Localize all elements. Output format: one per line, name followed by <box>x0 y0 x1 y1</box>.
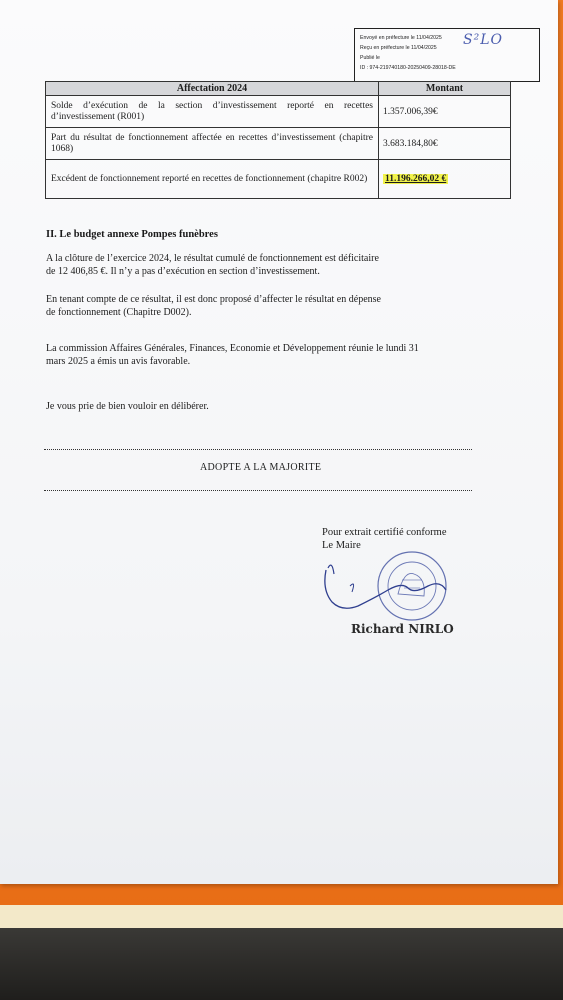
table-row <box>46 160 511 199</box>
paragraph-deliberate: Je vous prie de bien vouloir en délibérer. <box>46 401 209 412</box>
certification-line: Pour extrait certifié conforme <box>322 527 447 538</box>
stamp-id: ID : 974-219740180-20250409-28018-DE <box>360 65 456 71</box>
row-amount-highlighted <box>379 160 511 199</box>
table-row <box>46 96 511 128</box>
row-amount: 1.357.006,39€ <box>379 96 511 128</box>
stamp-received: Reçu en préfecture le 11/04/2025 <box>360 45 437 51</box>
stamp-published: Publié le <box>360 55 380 61</box>
dark-background <box>0 928 563 1000</box>
table-header-allocation: Affectation 2024 <box>46 82 379 96</box>
folder-lower-sheet <box>0 905 563 930</box>
row-label: Solde d’exécution de la section d’investissement reporté en recettes d’investissement (R001) <box>46 96 379 128</box>
paragraph-line: En tenant compte de ce résultat, il est donc proposé d’affecter le résultat en dépense <box>46 294 381 305</box>
paragraph-closing <box>46 252 476 278</box>
handwritten-signature <box>325 570 446 608</box>
section-title: II. Le budget annexe Pompes funèbres <box>46 229 218 240</box>
paragraph-proposal <box>46 293 476 319</box>
highlighted-amount: 11.196.266,02 € <box>385 174 447 184</box>
stamp-handwritten-mark: S²LO <box>463 32 503 48</box>
paragraph-line: A la clôture de l’exercice 2024, le résultat cumulé de fonctionnement est déficitaire <box>46 253 379 264</box>
mayor-name: Richard NIRLO <box>351 622 454 636</box>
allocation-table <box>45 81 511 199</box>
paragraph-line: de 12 406,85 €. Il n’y a pas d’exécution en section d’investissement. <box>46 266 320 277</box>
paragraph-line: de fonctionnement (Chapitre D002). <box>46 307 192 318</box>
official-seal-icon <box>378 552 446 620</box>
paragraph-commission <box>46 342 476 368</box>
stamp-sent: Envoyé en préfecture le 11/04/2025 <box>360 35 442 41</box>
row-amount: 3.683.184,80€ <box>379 128 511 160</box>
dotted-divider <box>44 449 472 450</box>
decision-text: ADOPTE A LA MAJORITE <box>200 462 322 473</box>
dotted-divider <box>44 490 472 491</box>
row-label: Part du résultat de fonctionnement affectée en recettes d’investissement (chapitre 1068) <box>46 128 379 160</box>
paragraph-line: mars 2025 a émis un avis favorable. <box>46 356 191 367</box>
mayor-title: Le Maire <box>322 540 361 551</box>
row-label: Excédent de fonctionnement reporté en recettes de fonctionnement (chapitre R002) <box>46 160 379 199</box>
paragraph-line: La commission Affaires Générales, Finances, Economie et Développement réunie le lundi 31 <box>46 343 419 354</box>
table-header-amount: Montant <box>379 82 511 96</box>
table-row <box>46 128 511 160</box>
prefecture-stamp <box>354 28 540 82</box>
